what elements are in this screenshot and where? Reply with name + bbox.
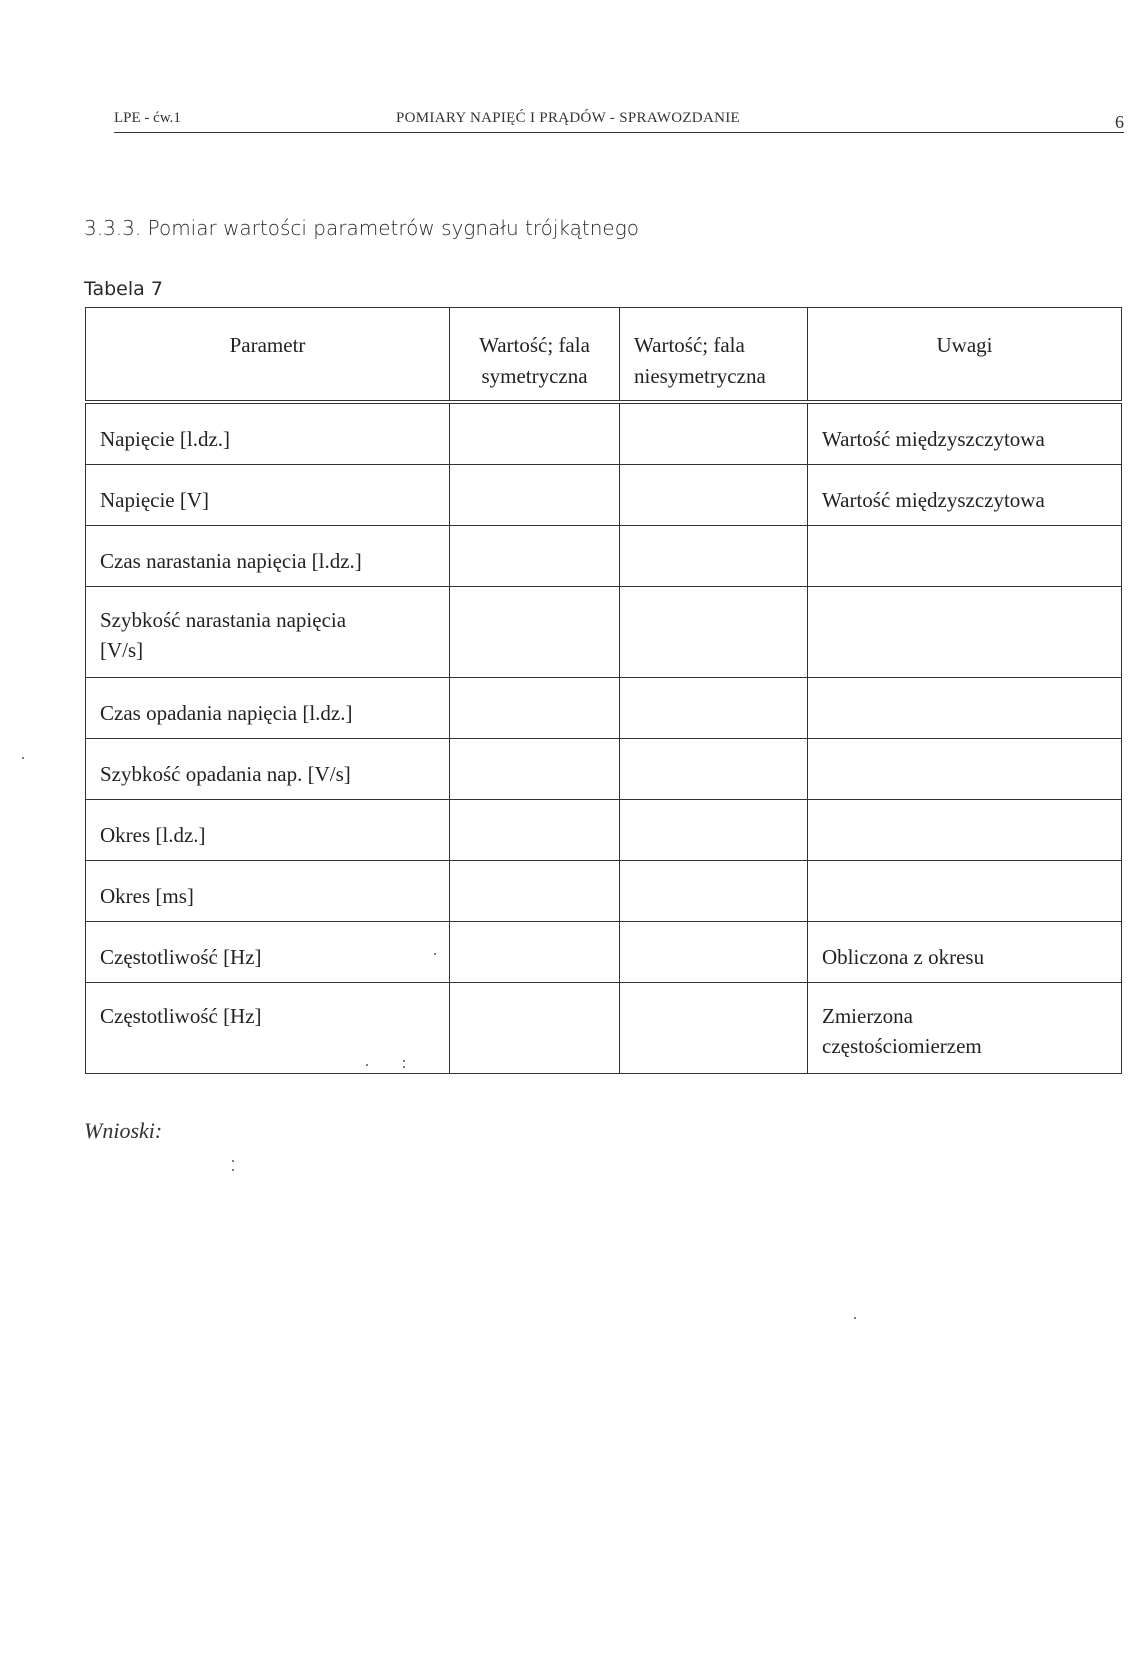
- cell-text: [450, 800, 619, 820]
- asymmetric-value-cell: [620, 800, 808, 861]
- cell-text: [620, 404, 807, 424]
- cell-line: Obliczona z okresu: [822, 945, 985, 969]
- param-cell: [86, 861, 450, 922]
- param-cell: [86, 983, 450, 1074]
- cell-text: [620, 587, 807, 605]
- symmetric-value-cell: [450, 587, 620, 678]
- cell-text: [620, 861, 807, 881]
- cell-text: [808, 678, 1121, 698]
- cell-text: [86, 404, 449, 454]
- asymmetric-value-cell: [620, 587, 808, 678]
- notes-cell: [808, 800, 1122, 861]
- cell-text: [808, 526, 1121, 546]
- header-lines: [450, 308, 619, 392]
- table-row: [86, 922, 1122, 983]
- notes-cell: [808, 739, 1122, 800]
- table-row: [86, 465, 1122, 526]
- header-lines: [86, 308, 449, 361]
- scan-speck: [232, 1160, 234, 1162]
- param-cell: [86, 922, 450, 983]
- measurement-table: [85, 307, 1122, 1074]
- table-row: [86, 739, 1122, 800]
- cell-line: Wartość międzyszczytowa: [822, 488, 1045, 512]
- header-line: Parametr: [229, 333, 306, 357]
- symmetric-value-cell: [450, 465, 620, 526]
- cell-text: [808, 739, 1121, 759]
- cell-text: [86, 861, 449, 911]
- asymmetric-value-cell: [620, 739, 808, 800]
- cell-line: Częstotliwość [Hz]: [100, 1004, 262, 1028]
- scan-speck: [366, 1064, 368, 1066]
- table-row: [86, 587, 1122, 678]
- header-lines: [620, 308, 807, 392]
- cell-text: [620, 800, 807, 820]
- cell-text: [86, 922, 449, 972]
- cell-text: [86, 739, 449, 789]
- header-line: Uwagi: [936, 333, 993, 357]
- notes-cell: [808, 922, 1122, 983]
- symmetric-value-cell: [450, 678, 620, 739]
- notes-cell: [808, 402, 1122, 465]
- notes-cell: [808, 465, 1122, 526]
- cell-line: Szybkość narastania napięcia: [100, 608, 347, 632]
- header-cell-uwagi: [808, 308, 1122, 403]
- table-row: [86, 983, 1122, 1074]
- header-cell-niesymetryczna: [620, 308, 808, 403]
- cell-text: [808, 465, 1121, 515]
- cell-text: [450, 983, 619, 1001]
- param-cell: [86, 587, 450, 678]
- page-number: 6: [1115, 112, 1124, 132]
- cell-line: Napięcie [V]: [100, 488, 210, 512]
- param-cell: [86, 800, 450, 861]
- cell-text: [450, 526, 619, 546]
- scan-speck: [854, 1317, 856, 1319]
- asymmetric-value-cell: [620, 465, 808, 526]
- symmetric-value-cell: [450, 526, 620, 587]
- cell-text: [620, 465, 807, 485]
- asymmetric-value-cell: [620, 402, 808, 465]
- header-line: Wartość; fala: [479, 333, 590, 357]
- cell-line: Częstotliwość [Hz]: [100, 945, 262, 969]
- scan-speck: [403, 1060, 405, 1062]
- cell-text: [86, 983, 449, 1031]
- notes-cell: [808, 678, 1122, 739]
- param-cell: [86, 465, 450, 526]
- cell-text: [808, 404, 1121, 454]
- header-cell-parametr: [86, 308, 450, 403]
- cell-text: [450, 465, 619, 485]
- header-lines: [808, 308, 1121, 361]
- notes-cell: [808, 861, 1122, 922]
- cell-line: Zmierzona: [822, 1004, 913, 1028]
- table-row: [86, 678, 1122, 739]
- course-label: LPE - ćw.1: [114, 110, 181, 126]
- asymmetric-value-cell: [620, 526, 808, 587]
- cell-text: [808, 861, 1121, 881]
- notes-cell: [808, 983, 1122, 1074]
- table-row: [86, 861, 1122, 922]
- table-body: [86, 402, 1122, 1074]
- cell-text: [86, 800, 449, 850]
- symmetric-value-cell: [450, 800, 620, 861]
- cell-text: [808, 922, 1121, 972]
- table-label: Tabela 7: [84, 278, 163, 300]
- param-cell: [86, 739, 450, 800]
- cell-text: [450, 404, 619, 424]
- table-row: [86, 526, 1122, 587]
- cell-text: [808, 587, 1121, 605]
- cell-text: [450, 678, 619, 698]
- cell-text: [808, 983, 1121, 1061]
- page-header: [114, 110, 1124, 133]
- cell-text: [86, 526, 449, 576]
- header-cell-symetryczna: [450, 308, 620, 403]
- symmetric-value-cell: [450, 402, 620, 465]
- cell-text: [450, 922, 619, 942]
- cell-text: [450, 739, 619, 759]
- document-title: POMIARY NAPIĘĆ I PRĄDÓW - SPRAWOZDANIE: [396, 110, 740, 126]
- scan-speck: [22, 757, 24, 759]
- scan-speck: [232, 1169, 234, 1171]
- cell-text: [620, 983, 807, 1001]
- scan-speck: [403, 1066, 405, 1068]
- section-title: 3.3.3. Pomiar wartości parametrów sygnału trójkątnego: [84, 216, 639, 240]
- header-line: symetryczna: [481, 364, 588, 388]
- table-row: [86, 402, 1122, 465]
- cell-text: [450, 587, 619, 605]
- param-cell: [86, 402, 450, 465]
- header-line: Wartość; fala: [634, 333, 745, 357]
- symmetric-value-cell: [450, 739, 620, 800]
- conclusions-label: Wnioski:: [84, 1118, 163, 1143]
- symmetric-value-cell: [450, 983, 620, 1074]
- cell-text: [450, 861, 619, 881]
- symmetric-value-cell: [450, 922, 620, 983]
- cell-text: [86, 678, 449, 728]
- cell-text: [620, 922, 807, 942]
- notes-cell: [808, 526, 1122, 587]
- asymmetric-value-cell: [620, 678, 808, 739]
- cell-line: Czas narastania napięcia [l.dz.]: [100, 549, 362, 573]
- cell-text: [86, 465, 449, 515]
- param-cell: [86, 526, 450, 587]
- cell-line: częstościomierzem: [822, 1034, 982, 1058]
- cell-text: [620, 526, 807, 546]
- cell-line: Napięcie [l.dz.]: [100, 427, 231, 451]
- symmetric-value-cell: [450, 861, 620, 922]
- notes-cell: [808, 587, 1122, 678]
- cell-line: Czas opadania napięcia [l.dz.]: [100, 701, 353, 725]
- scan-speck: [434, 953, 436, 955]
- cell-line: [V/s]: [100, 638, 144, 662]
- param-cell: [86, 678, 450, 739]
- cell-text: [620, 739, 807, 759]
- asymmetric-value-cell: [620, 983, 808, 1074]
- asymmetric-value-cell: [620, 861, 808, 922]
- cell-text: [808, 800, 1121, 820]
- header-line: niesymetryczna: [634, 364, 766, 388]
- cell-text: [86, 587, 449, 665]
- cell-line: Wartość międzyszczytowa: [822, 427, 1045, 451]
- cell-line: Szybkość opadania nap. [V/s]: [100, 762, 351, 786]
- cell-line: Okres [ms]: [100, 884, 194, 908]
- cell-text: [620, 678, 807, 698]
- asymmetric-value-cell: [620, 922, 808, 983]
- table-header-row: [86, 308, 1122, 403]
- table-row: [86, 800, 1122, 861]
- cell-line: Okres [l.dz.]: [100, 823, 206, 847]
